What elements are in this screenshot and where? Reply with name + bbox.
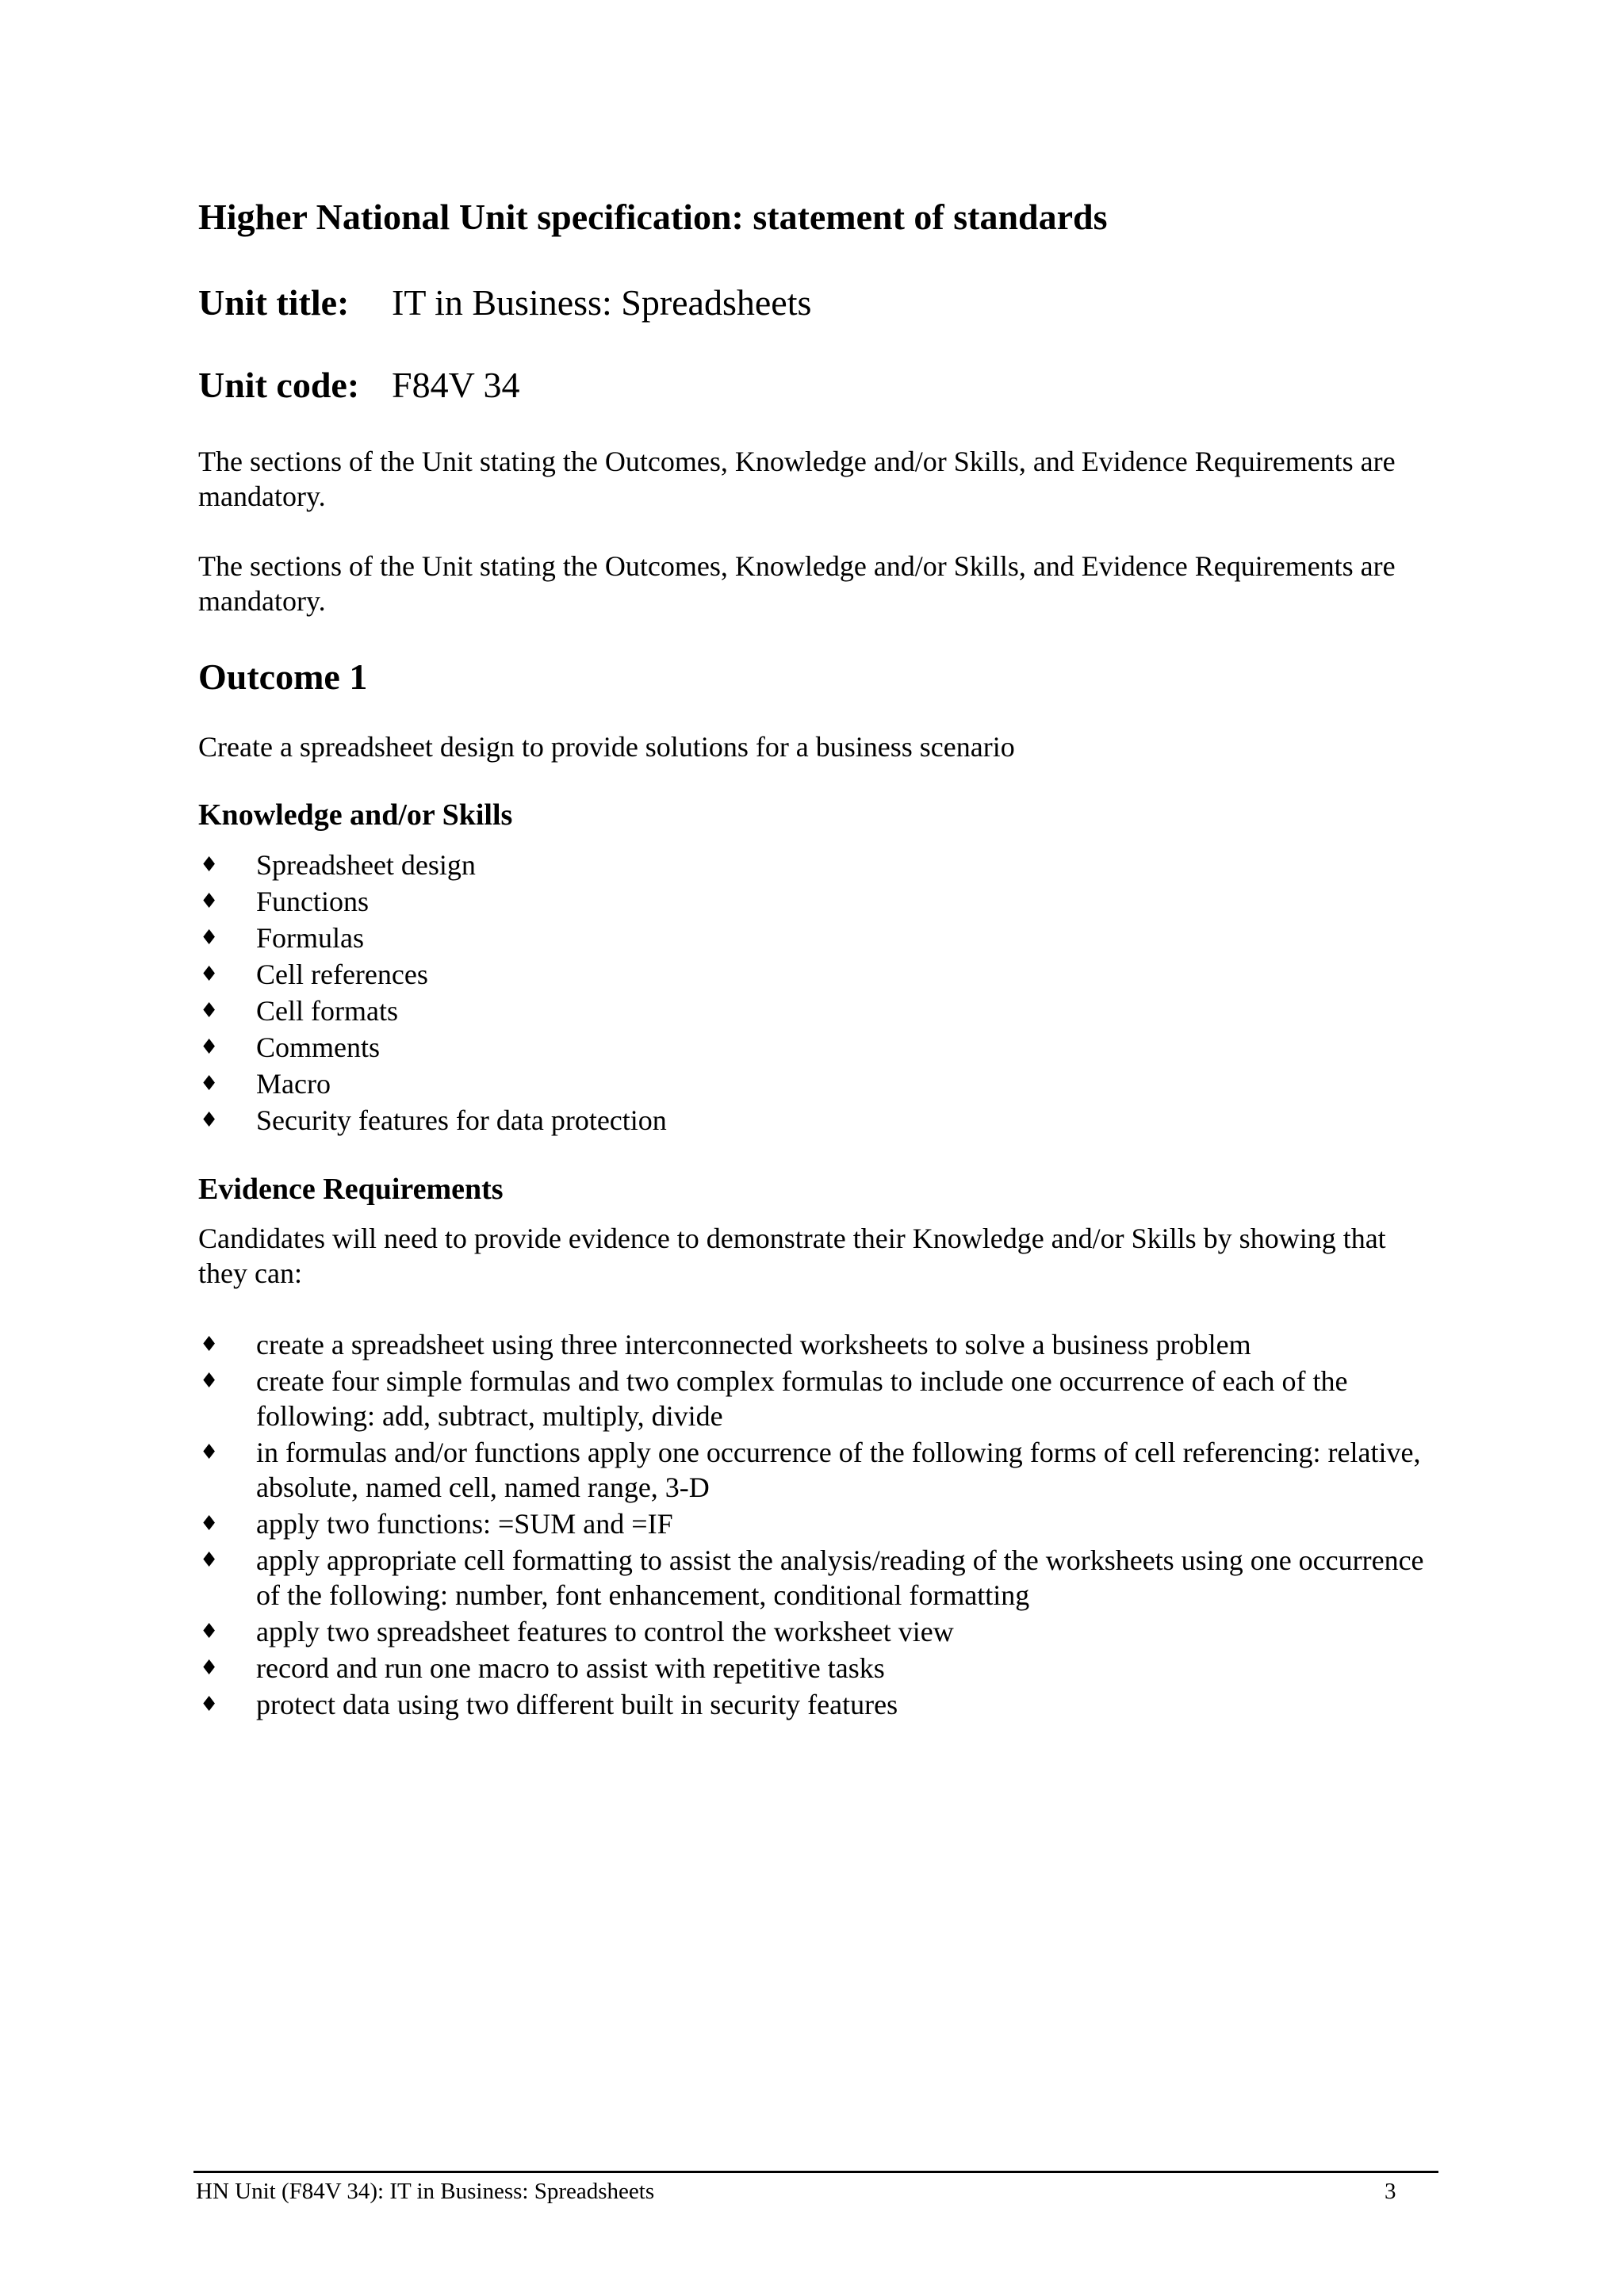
unit-title-line [198,279,1435,327]
unit-code-line [198,362,1435,409]
page-content [198,193,1435,1724]
list-item-text: Functions [256,886,370,917]
list-item [198,883,1435,920]
unit-code-value: F84V 34 [392,365,520,405]
list-item [198,1543,1435,1613]
footer-unit-reference: HN Unit (F84V 34): IT in Business: Spreadsheets [196,2179,655,2204]
list-item [198,1364,1435,1433]
list-item-text: Cell formats [256,995,398,1027]
list-item [198,847,1435,883]
list-item-text: record and run one macro to assist with repetitive tasks [256,1652,885,1684]
list-item [198,1687,1435,1722]
list-item [198,920,1435,956]
list-item-text: Comments [256,1031,381,1063]
list-item-text: in formulas and/or functions apply one occurrence of the following forms of cell referencing: relative, absolute, named cell, named range, 3-D [256,1437,1421,1503]
diamond-bullet-icon: ♦ [200,1035,219,1059]
list-item-text: apply two functions: =SUM and =IF [256,1508,673,1540]
diamond-bullet-icon: ♦ [200,1693,219,1716]
list-item-text: create a spreadsheet using three interconnected worksheets to solve a business problem [256,1329,1251,1360]
list-item-text: Macro [256,1068,331,1100]
list-item [198,993,1435,1029]
diamond-bullet-icon: ♦ [200,1072,219,1096]
evidence-list [198,1327,1435,1722]
diamond-bullet-icon: ♦ [200,1656,219,1680]
unit-title-label: Unit title: [198,282,350,323]
diamond-bullet-icon: ♦ [200,926,219,950]
list-item [198,1029,1435,1066]
outcome-description: Create a spreadsheet design to provide solutions for a business scenario [198,731,1015,763]
list-item-text: Cell references [256,959,428,990]
mandatory-paragraph-repeat: The sections of the Unit stating the Outcomes, Knowledge and/or Skills, and Evidence Requirements are mandatory. [198,550,1396,617]
document-title: Higher National Unit specification: statement of standards [198,197,1108,237]
unit-code-label: Unit code: [198,365,360,405]
diamond-bullet-icon: ♦ [200,1512,219,1536]
list-item [198,1614,1435,1649]
list-item-text: Spreadsheet design [256,849,476,881]
diamond-bullet-icon: ♦ [200,962,219,986]
knowledge-list [198,847,1435,1138]
list-item [198,1651,1435,1686]
mandatory-paragraph: The sections of the Unit stating the Outcomes, Knowledge and/or Skills, and Evidence Requirements are mandatory. [198,446,1396,512]
list-item [198,1066,1435,1102]
list-item [198,1102,1435,1138]
diamond-bullet-icon: ♦ [200,999,219,1023]
list-item [198,1506,1435,1541]
diamond-bullet-icon: ♦ [200,1369,219,1393]
footer-divider [193,2171,1438,2173]
list-item-text: apply appropriate cell formatting to assist the analysis/reading of the worksheets using one occurrence of the following: number, font enhancement, conditional formatting [256,1544,1424,1611]
knowledge-skills-heading: Knowledge and/or Skills [198,798,513,832]
diamond-bullet-icon: ♦ [200,1108,219,1132]
outcome-heading: Outcome 1 [198,656,368,697]
unit-title-value: IT in Business: Spreadsheets [392,282,812,323]
list-item [198,956,1435,993]
diamond-bullet-icon: ♦ [200,1620,219,1644]
evidence-requirements-heading: Evidence Requirements [198,1173,504,1206]
list-item-text: protect data using two different built in security features [256,1689,898,1720]
list-item-text: Formulas [256,922,365,954]
evidence-intro: Candidates will need to provide evidence to demonstrate their Knowledge and/or Skills by showing that they can: [198,1223,1386,1289]
list-item-text: create four simple formulas and two complex formulas to include one occurrence of each of the following: add, subtract, multiply, divide [256,1365,1348,1432]
diamond-bullet-icon: ♦ [200,1333,219,1357]
diamond-bullet-icon: ♦ [200,1441,219,1464]
diamond-bullet-icon: ♦ [200,1548,219,1572]
diamond-bullet-icon: ♦ [200,890,219,913]
list-item [198,1327,1435,1362]
list-item [198,1435,1435,1505]
diamond-bullet-icon: ♦ [200,853,219,877]
list-item-text: apply two spreadsheet features to control the worksheet view [256,1616,954,1647]
footer-page-number: 3 [1385,2179,1396,2204]
list-item-text: Security features for data protection [256,1104,667,1136]
